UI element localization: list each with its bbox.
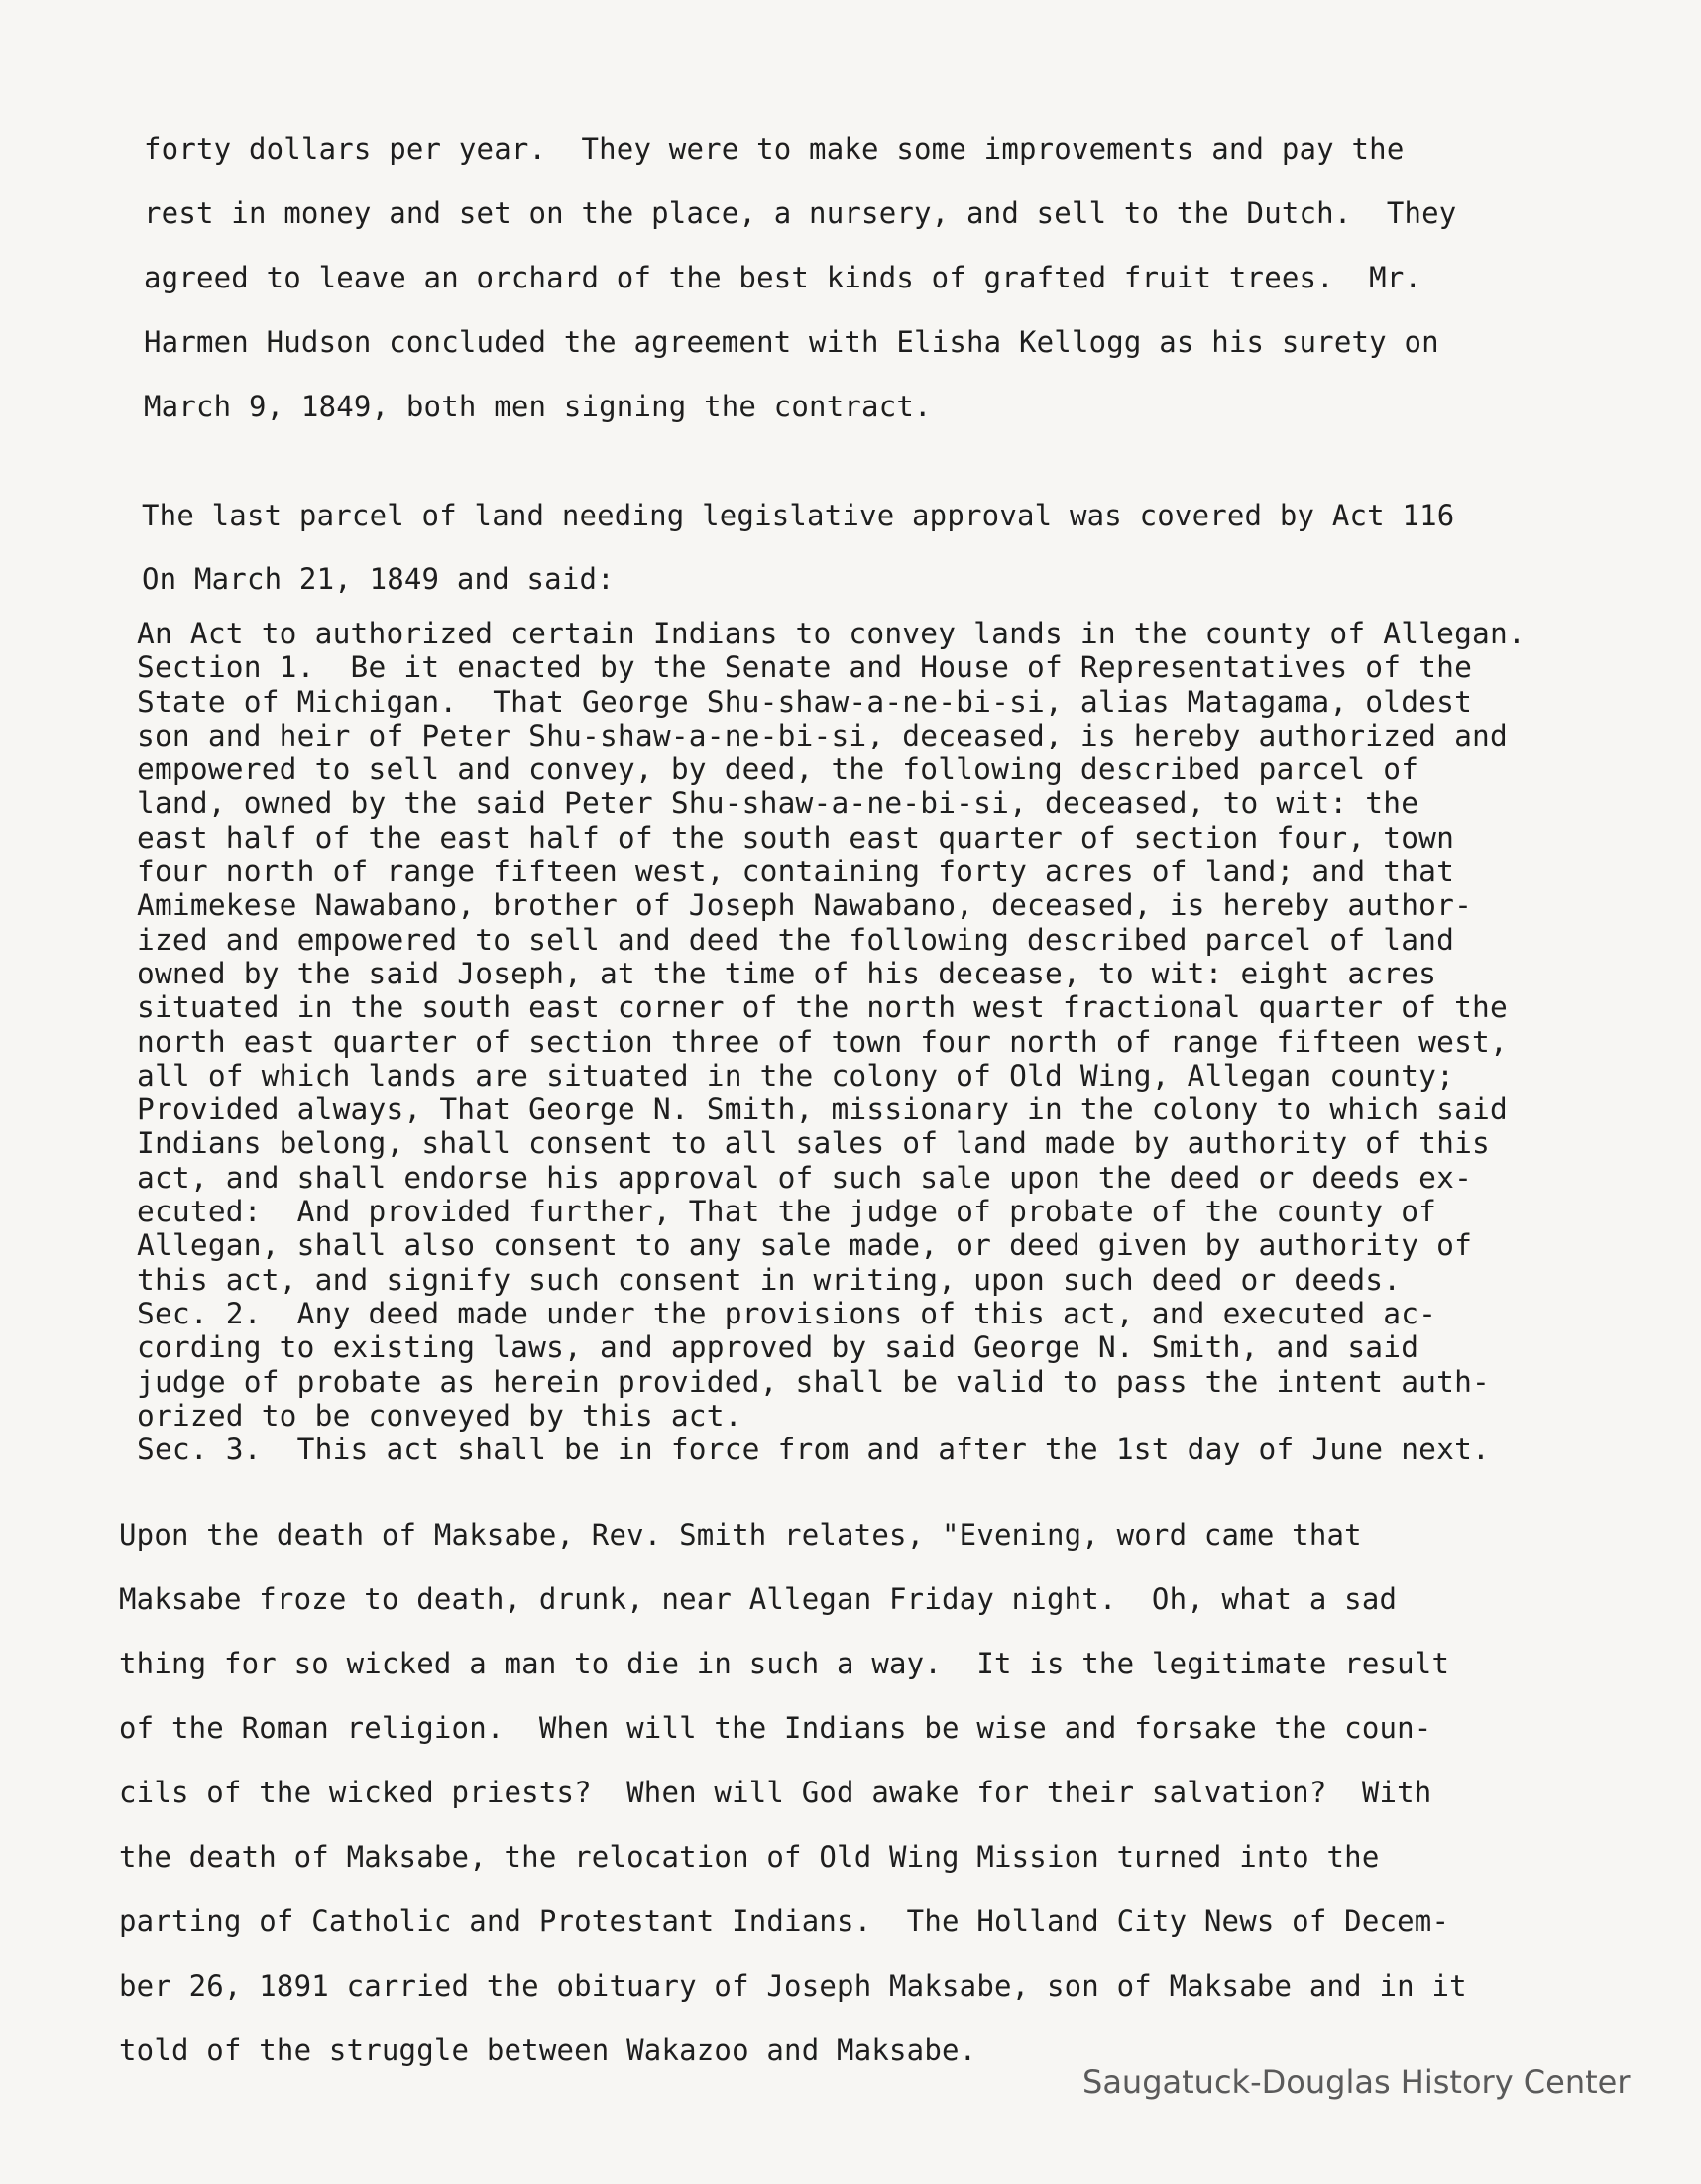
text-line: thing for so wicked a man to die in such a way. It is the legitimate result bbox=[119, 1647, 1450, 1680]
text-line: rest in money and set on the place, a nursery, and sell to the Dutch. They bbox=[144, 196, 1457, 230]
act-line: judge of probate as herein provided, shall be valid to pass the intent auth- bbox=[137, 1364, 1490, 1399]
act-line: act, and shall endorse his approval of such sale upon the deed or deeds ex- bbox=[137, 1160, 1473, 1195]
act-line: east half of the east half of the south east quarter of section four, town bbox=[137, 820, 1455, 855]
act-line: north east quarter of section three of town four north of range fifteen west, bbox=[137, 1024, 1508, 1059]
text-line: Harmen Hudson concluded the agreement with Elisha Kellogg as his surety on bbox=[144, 325, 1439, 359]
text-line: March 9, 1849, both men signing the contract. bbox=[144, 390, 932, 423]
act-line: four north of range fifteen west, containing forty acres of land; and that bbox=[137, 855, 1455, 889]
act-line: Sec. 2. Any deed made under the provisions of this act, and executed ac- bbox=[137, 1296, 1437, 1330]
text-line: Upon the death of Maksabe, Rev. Smith relates, "Evening, word came that bbox=[119, 1518, 1362, 1552]
text-line: The last parcel of land needing legislative approval was covered by Act 116 bbox=[142, 499, 1455, 532]
watermark-text: Saugatuck-Douglas History Center bbox=[1082, 2063, 1631, 2101]
act-116-quoted-text bbox=[137, 617, 1693, 1466]
act-line: Sec. 3. This act shall be in force from and after the 1st day of June next. bbox=[137, 1433, 1490, 1467]
act-line: Provided always, That George N. Smith, missionary in the colony to which said bbox=[137, 1092, 1508, 1127]
text-line: Maksabe froze to death, drunk, near Allegan Friday night. Oh, what a sad bbox=[119, 1582, 1398, 1616]
act-line: Amimekese Nawabano, brother of Joseph Nawabano, deceased, is hereby author- bbox=[137, 888, 1473, 923]
act-line: Allegan, shall also consent to any sale made, or deed given by authority of bbox=[137, 1228, 1473, 1263]
text-line: ber 26, 1891 carried the obituary of Joseph Maksabe, son of Maksabe and in it bbox=[119, 1969, 1467, 2003]
act-line: State of Michigan. That George Shu-shaw-a-ne-bi-si, alias Matagama, oldest bbox=[137, 684, 1473, 719]
act-line: orized to be conveyed by this act. bbox=[137, 1398, 742, 1433]
act-line: Indians belong, shall consent to all sales of land made by authority of this bbox=[137, 1126, 1490, 1161]
text-line: parting of Catholic and Protestant Indians. The Holland City News of Decem- bbox=[119, 1904, 1450, 1938]
act-line: son and heir of Peter Shu-shaw-a-ne-bi-si, deceased, is hereby authorized and bbox=[137, 718, 1508, 752]
text-line: forty dollars per year. They were to make some improvements and pay the bbox=[144, 132, 1405, 166]
paragraph-nursery-agreement bbox=[144, 117, 1650, 439]
act-line: ecuted: And provided further, That the judge of probate of the county of bbox=[137, 1195, 1437, 1229]
act-line: cording to existing laws, and approved by said George N. Smith, and said bbox=[137, 1330, 1419, 1365]
text-line: told of the struggle between Wakazoo and Maksabe. bbox=[119, 2033, 977, 2067]
act-line: ized and empowered to sell and deed the following described parcel of land bbox=[137, 922, 1455, 957]
text-line: agreed to leave an orchard of the best kinds of grafted fruit trees. Mr. bbox=[144, 261, 1422, 294]
text-line: cils of the wicked priests? When will God awake for their salvation? With bbox=[119, 1776, 1432, 1809]
act-line: all of which lands are situated in the colony of Old Wing, Allegan county; bbox=[137, 1058, 1455, 1092]
act-line: this act, and signify such consent in writing, upon such deed or deeds. bbox=[137, 1262, 1402, 1297]
act-line: land, owned by the said Peter Shu-shaw-a-ne-bi-si, deceased, to wit: the bbox=[137, 786, 1419, 821]
paragraph-death-of-maksabe bbox=[119, 1503, 1665, 2083]
act-line: owned by the said Joseph, at the time of his decease, to wit: eight acres bbox=[137, 956, 1437, 990]
act-line: empowered to sell and convey, by deed, the following described parcel of bbox=[137, 752, 1419, 787]
act-line: situated in the south east corner of the north west fractional quarter of the bbox=[137, 990, 1508, 1025]
text-line: of the Roman religion. When will the Indians be wise and forsake the coun- bbox=[119, 1711, 1432, 1745]
text-line: On March 21, 1849 and said: bbox=[142, 562, 615, 596]
act-line: An Act to authorized certain Indians to convey lands in the county of Allegan. bbox=[137, 617, 1526, 650]
act-line: Section 1. Be it enacted by the Senate and House of Representatives of the bbox=[137, 650, 1473, 685]
text-line: the death of Maksabe, the relocation of Old Wing Mission turned into the bbox=[119, 1840, 1380, 1874]
paragraph-act-116-intro bbox=[142, 484, 1668, 611]
